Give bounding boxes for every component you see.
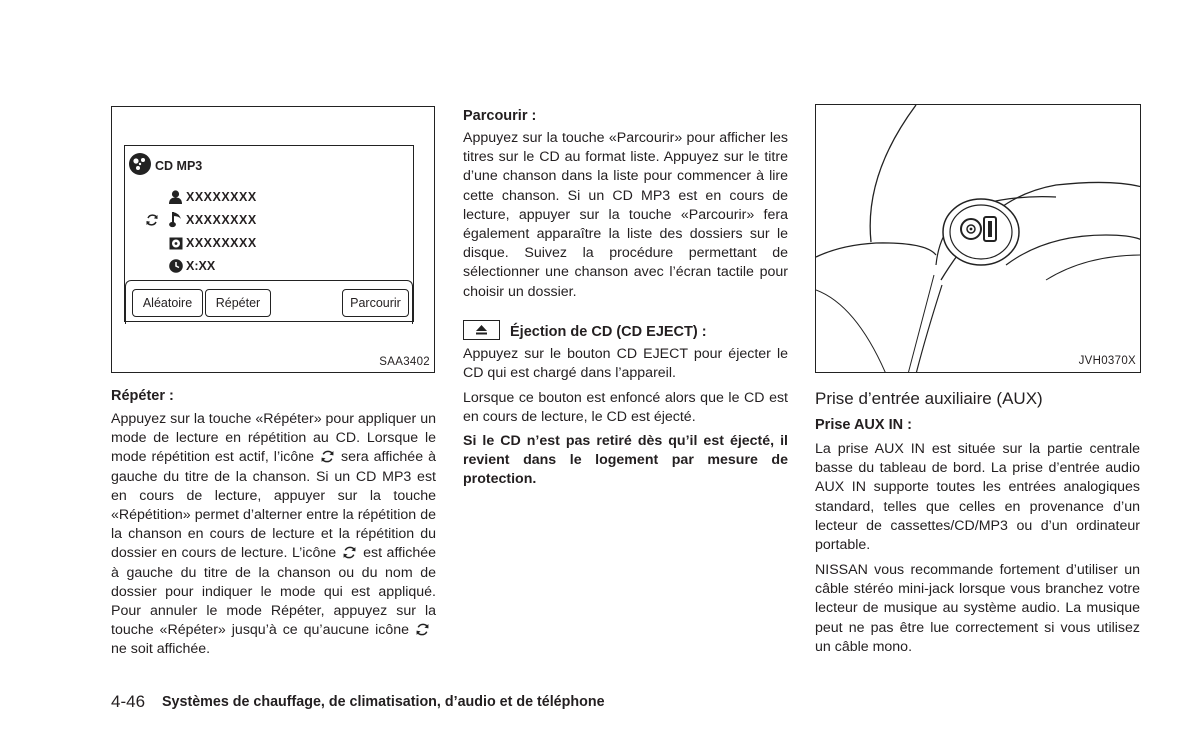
eject-warning: Si le CD n’est pas retiré dès qu’il est éjecté, il revient dans le logement par mesure de protection.: [463, 433, 788, 487]
aux-section-title: Prise d’entrée auxiliaire (AUX): [815, 389, 1043, 408]
figure-code: JVH0370X: [1078, 355, 1136, 367]
repeat-heading: Répéter :: [111, 388, 174, 404]
eject-paragraph-1: Appuyez sur le bouton CD EJECT pour éjecter le CD qui est chargé dans l’appareil.: [463, 346, 788, 382]
eject-heading: Éjection de CD (CD EJECT) :: [510, 324, 707, 340]
aux-heading: Prise AUX IN :: [815, 417, 912, 433]
page-number: 4-46: [111, 692, 146, 711]
music-note-icon: [169, 210, 183, 228]
screen-title: CD MP3: [155, 159, 203, 173]
repeat-button[interactable]: Répéter: [205, 289, 271, 317]
eject-icon: [463, 320, 500, 340]
repeat-paragraph: Appuyez sur la touche «Répéter» pour appliquer un mode de lecture en répétition au CD. Lorsque le mode répétition est actif, l’icône sera affichée à gauche du titre de la chanson. Si un CD MP3 est en cours de lecture, appuyer sur la touche «Répétition» permet d’alterner entre la répétition de la chanson en cours de lecture et la répétition du dossier en cours de lecture. L’icône est affichée à gauche du titre de la chanson ou du nom de dossier pour indiquer le mode qui est appliqué. Pour annuler le mode Répéter, appuyez sur la touche «Répéter» jusqu’à ce qu’aucune icônene soit affichée.: [111, 411, 436, 658]
browse-paragraph: Appuyez sur la touche «Parcourir» pour afficher les titres sur le CD au format liste. Appuyez sur le titre d’une chanson dans la liste pour commencer à lire cette chanson. Si un CD MP3 est en cours de lecture, appuyer sur la touche «Parcourir» fera également apparaître la liste des dossiers sur le disque. Suivez la procédure permettant de sélectionner une chanson avec l’écran tactile pour choisir un dossier.: [463, 130, 788, 300]
browse-heading: Parcourir :: [463, 108, 537, 124]
figure-code: SAA3402: [379, 356, 430, 368]
repeat-icon: [342, 545, 357, 560]
screen-artist: XXXXXXXX: [186, 190, 257, 204]
browse-button[interactable]: Parcourir: [342, 289, 409, 317]
aux-paragraph-1: La prise AUX IN est située sur la partie centrale basse du tableau de bord. La prise d’entrée audio AUX IN supporte toutes les entrées analogiques standard, telles que celles en provenance d’un lecteur de cassettes/CD/MP3 ou d’un ordinateur portable.: [815, 441, 1140, 554]
clock-icon: [169, 259, 183, 273]
artist-icon: [169, 190, 182, 204]
screen-time: X:XX: [186, 259, 216, 273]
repeat-icon: [415, 622, 430, 637]
footer-title: Systèmes de chauffage, de climatisation, d’audio et de téléphone: [162, 694, 605, 710]
figure-aux-jack: [815, 104, 1141, 373]
repeat-icon: [145, 213, 159, 227]
figure-cd-screen: [111, 106, 435, 373]
screen-song: XXXXXXXX: [186, 213, 257, 227]
eject-heading-row: [463, 320, 707, 340]
aux-paragraph-2: NISSAN vous recommande fortement d’utiliser un câble stéréo mini-jack lorsque vous branchez votre lecteur de musique au système audio. La musique peut ne pas être lue correctement si vous utilisez un câble mono.: [815, 562, 1140, 655]
aux-jack-illustration: [816, 105, 1141, 373]
eject-paragraph-2: Lorsque ce bouton est enfoncé alors que le CD est en cours de lecture, le CD est éjecté.: [463, 390, 788, 426]
repeat-icon: [320, 449, 335, 464]
disc-icon: [128, 152, 152, 176]
random-button[interactable]: Aléatoire: [132, 289, 203, 317]
album-icon: [169, 237, 183, 250]
screen-album: XXXXXXXX: [186, 236, 257, 250]
